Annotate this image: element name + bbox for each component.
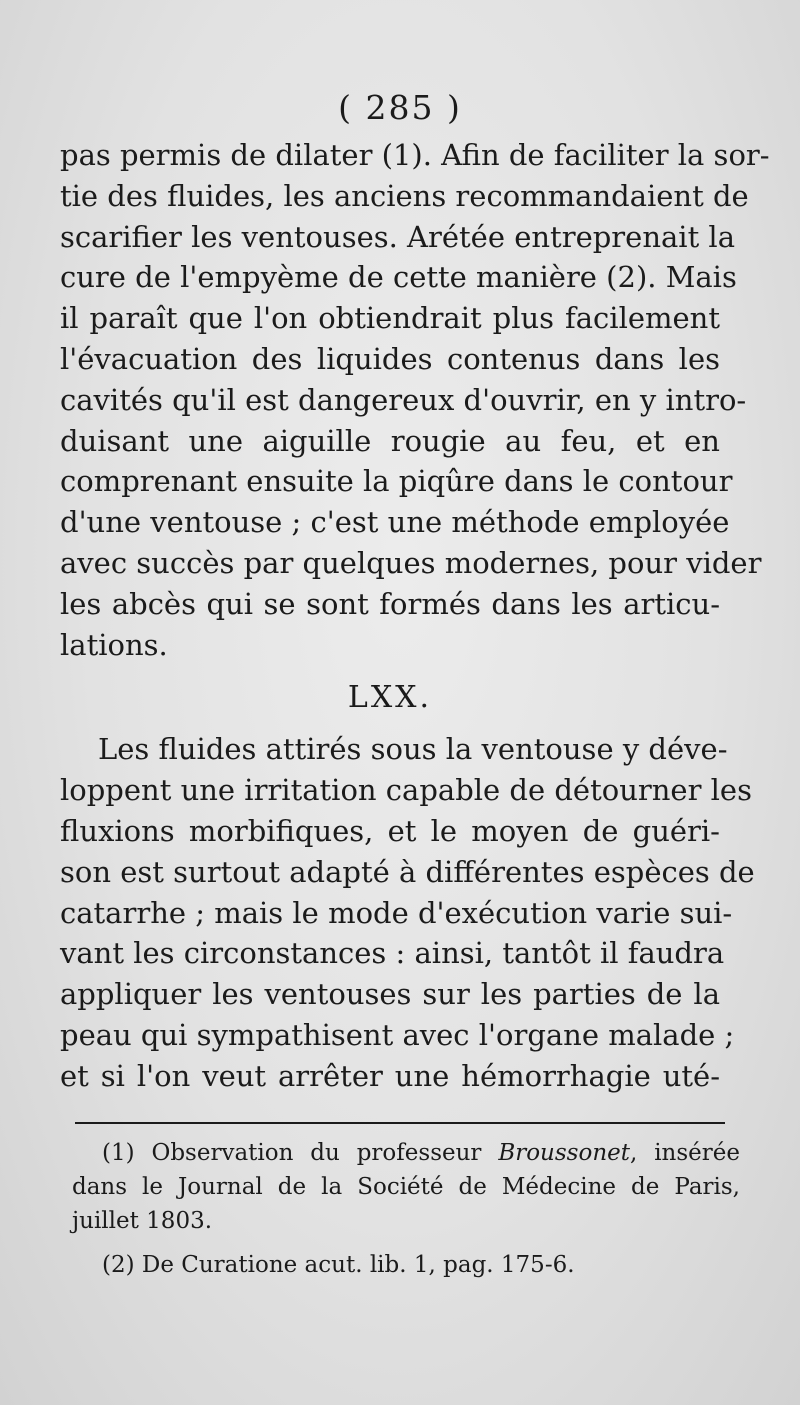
footnote-line: dans le Journal de la Société de Médecine de Paris, [72,1174,740,1200]
text-line: lations. [60,627,168,662]
text-line: tie des fluides, les anciens recommandaient de [60,178,749,213]
text-line: duisant une aiguille rougie au feu, et en [60,423,720,458]
footnote-1-prefix: (1) Observation du professeur [102,1140,499,1166]
footnote-1 [72,1136,740,1238]
text-line: Les fluides attirés sous la ventouse y déve- [98,732,728,767]
footnote-line: (2) De Curatione acut. lib. 1, pag. 175-6. [102,1252,575,1278]
footnote-divider [75,1122,725,1124]
body-text [60,135,770,1097]
section-heading: LXX. [347,680,433,716]
text-line: cavités qu'il est dangereux d'ouvrir, en y intro- [60,382,747,417]
text-line: d'une ventouse ; c'est une méthode employée [60,505,730,540]
text-line: pas permis de dilater (1). Afin de faciliter la sor- [60,138,770,172]
footnote-line: juillet 1803. [72,1208,213,1234]
paragraph-1 [60,135,770,665]
text-line: et si l'on veut arrêter une hémorrhagie uté- [60,1058,720,1093]
footnote-2 [72,1248,740,1282]
footnote-1-suffix: , insérée [630,1140,740,1166]
footnotes [72,1136,740,1282]
text-line: l'évacuation des liquides contenus dans les [60,341,720,376]
paragraph-2 [60,729,755,1096]
page-number: ( 285 ) [338,88,462,127]
text-line: scarifier les ventouses. Arétée entreprenait la [60,219,736,254]
text-line: cure de l'empyème de cette manière (2). Mais [60,260,737,295]
text-line: catarrhe ; mais le mode d'exécution varie sui- [60,895,733,930]
text-line: les abcès qui se sont formés dans les articu- [60,586,720,621]
text-line: loppent une irritation capable de détourner les [60,773,752,808]
text-line: appliquer les ventouses sur les parties de la [60,977,720,1012]
text-line: son est surtout adapté à différentes espèces de [60,854,755,889]
text-line: il paraît que l'on obtiendrait plus facilement [60,301,720,336]
text-line: fluxions morbifiques, et le moyen de guéri- [60,813,720,848]
text-line: avec succès par quelques modernes, pour vider [60,545,762,580]
footnote-1-name: Broussonet [498,1140,630,1166]
footnote-line [72,1136,740,1170]
text-line: comprenant ensuite la piqûre dans le contour [60,464,733,499]
text-line: vant les circonstances : ainsi, tantôt il faudra [60,936,725,971]
text-line: peau qui sympathisent avec l'organe malade ; [60,1017,735,1052]
